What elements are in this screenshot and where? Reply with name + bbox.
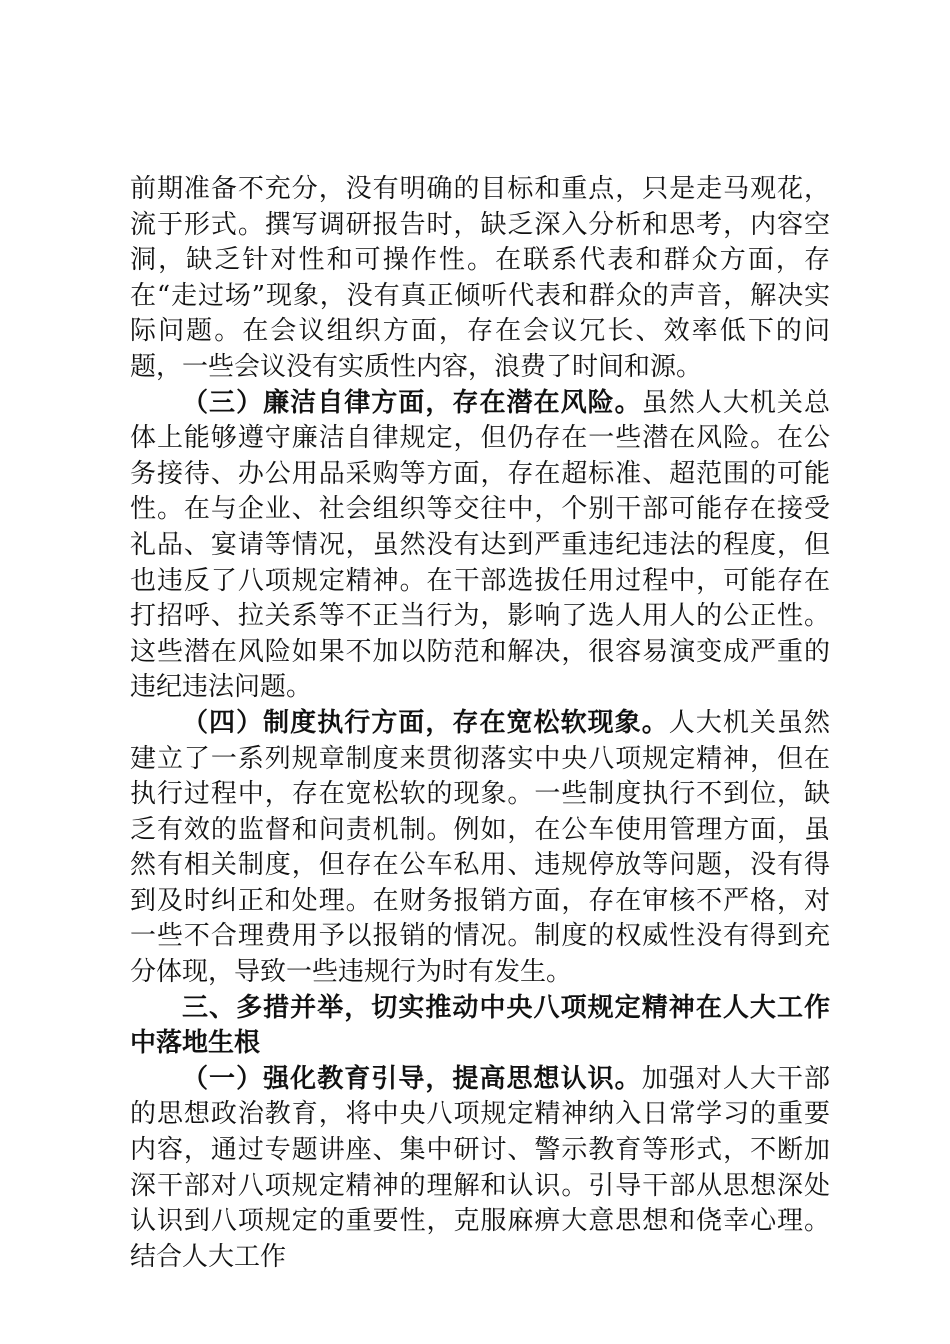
paragraph-enforcement — [130, 706, 830, 991]
sub-heading-enforcement: （四）制度执行方面，存在宽松软现象。 — [182, 707, 669, 738]
paragraph-text: 前期准备不充分，没有明确的目标和重点，只是走马观花，流于形式。撰写调研报告时，缺乏深入分析和思考，内容空洞，缺乏针对性和可操作性。在联系代表和群众方面，存在“走过场”现象，没有真正倾听代表和群众的声音，解决实际问题。在会议组织方面，存在会议冗长、效率低下的问题，一些会议没有实质性内容，浪费了时间和源。 — [130, 174, 830, 382]
paragraph-education — [130, 1062, 830, 1276]
paragraph-integrity — [130, 386, 830, 706]
paragraph-text: 虽然人大机关总体上能够遵守廉洁自律规定，但仍存在一些潜在风险。在公务接待、办公用品采购等方面，存在超标准、超范围的可能性。在与企业、社会组织等交往中，个别干部可能存在接受礼品、宴请等情况，虽然没有达到严重违纪违法的程度，但也违反了八项规定精神。在干部选拔任用过程中，可能存在打招呼、拉关系等不正当行为，影响了选人用人的公正性。这些潜在风险如果不加以防范和解决，很容易演变成严重的违纪违法问题。 — [130, 387, 830, 703]
paragraph-text: 加强对人大干部的思想政治教育，将中央八项规定精神纳入日常学习的重要内容，通过专题讲座、集中研讨、警示教育等形式，不断加深干部对八项规定精神的理解和认识。引导干部从思想深处认识到八项规定的重要性，克服麻痹大意思想和侥幸心理。结合人大工作 — [130, 1063, 830, 1272]
paragraph-text: 人大机关虽然建立了一系列规章制度来贯彻落实中央八项规定精神，但在执行过程中，存在宽松软的现象。一些制度执行不到位，缺乏有效的监督和问责机制。例如，在公车使用管理方面，虽然有相关制度，但存在公车私用、违规停放等问题，没有得到及时纠正和处理。在财务报销方面，存在审核不严格，对一些不合理费用予以报销的情况。制度的权威性没有得到充分体现，导致一些违规行为时有发生。 — [130, 707, 830, 988]
section-heading: 三、多措并举，切实推动中央八项规定精神在人大工作中落地生根 — [130, 992, 830, 1059]
sub-heading-education: （一）强化教育引导，提高思想认识。 — [182, 1063, 642, 1094]
document-page — [130, 172, 830, 1275]
sub-heading-integrity: （三）廉洁自律方面，存在潜在风险。 — [182, 387, 642, 418]
paragraph-continuation — [130, 172, 830, 386]
